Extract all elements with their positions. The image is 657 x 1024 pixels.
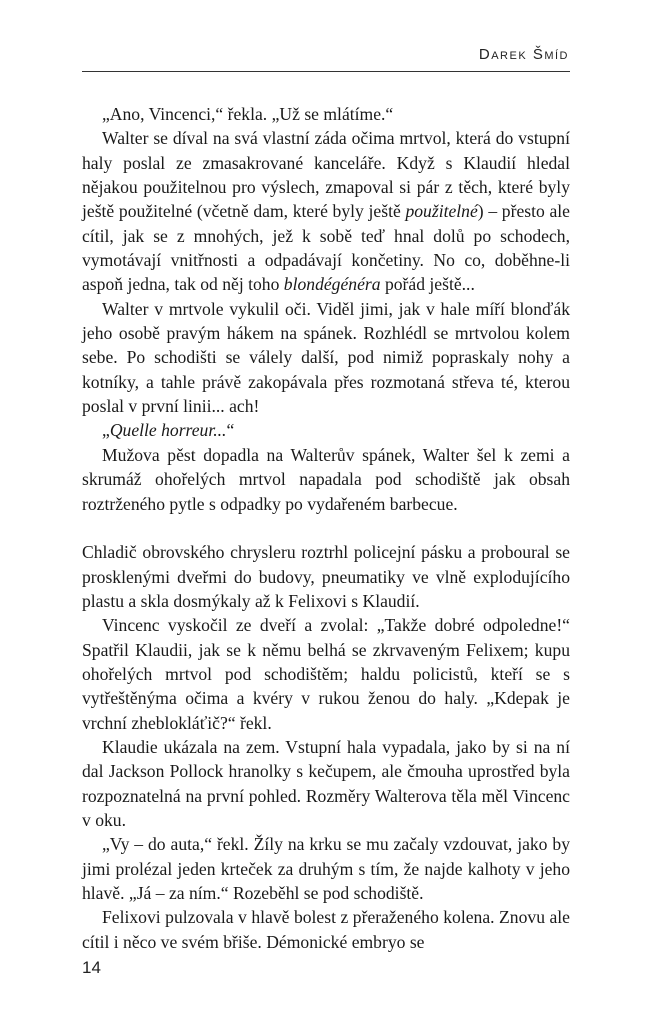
paragraph [82,102,570,126]
paragraph [82,735,570,832]
italic-text: použitelné [405,201,478,222]
header-rule [82,71,570,72]
paragraph [82,540,570,613]
text-run: Vincenc vyskočil ze dveří a zvolal: „Takže dobré odpoledne!“ Spatřil Klaudii, jak se k němu belhá se zkrvaveným Felixem; kupu ohořelých mrtvol pod schodištěm; haldu policistů, kteří se s vytřeštěnýma očima a kvéry v rukou ženou do haly. „Kdepak je vrchní zheblokláťič?“ řekl. [82,615,570,733]
text-run: „ [102,420,110,441]
text-run: Walter se díval na svá vlastní záda očima mrtvol, která do vstupní haly poslal ze zmasakrované kanceláře. Když s Klaudií hledal nějakou použitelnou pro výslech, zmapoval si pár z těch, které byly ještě použitelné (včetně dam, které byly ještě [82,128,570,222]
text-run: Chladič obrovského chrysleru roztrhl policejní pásku a proboural se prosklenými dveřmi do budovy, pneumatiky ve vlně explodujícího plastu a skla dosmýkaly až k Felixovi s Klaudií. [82,542,570,611]
page-number: 14 [82,958,101,977]
paragraph [82,905,570,954]
text-run: Walter v mrtvole vykulil oči. Viděl jimi, jak v hale míří blonďák jeho osobě pravým hákem na spánek. Rozhlédl se mrtvolou kolem sebe. Po schodišti se válely další, pod nimiž popraskaly nohy a kotníky, a tahle právě zakopávala přes rozmotaná střeva té, kterou poslal v první linii... ach! [82,298,570,417]
italic-text: Quelle horreur... [109,420,227,441]
text-run: pořád ještě... [380,274,475,295]
paragraph [82,443,570,516]
text-run: ) – přesto ale cítil, jak se z mnohých, jež k sobě teď hnal dolů po schodech, vymotávají vnitřnosti a odpadávají končetiny. No co, doběhne-li aspoň jedna, tak od něj toho [82,201,570,295]
running-head-author: Darek Šmíd [478,46,569,63]
paragraph [82,297,570,419]
paragraph [82,126,570,296]
text-run: „Ano, Vincenci,“ řekla. „Už se mlátíme.“ [102,104,394,124]
paragraph [82,832,570,905]
text-run: „Vy – do auta,“ řekl. Žíly na krku se mu začaly vzdouvat, jako by jimi prolézal jeden krteček za druhým s tím, že najde kalhoty v jeho hlavě. „Já – za ním.“ Rozeběhl se pod schodiště. [82,834,570,903]
text-run: Mužova pěst dopadla na Walterův spánek, Walter šel k zemi a skrumáž ohořelých mrtvol napadala pod schodiště jak obsah roztrženého pytle s odpadky po vydařeném barbecue. [82,444,570,514]
paragraph [82,418,570,442]
paragraph [82,613,570,735]
body-text [82,102,570,954]
text-run: “ [226,420,235,441]
text-run: Felixovi pulzovala v hlavě bolest z přeraženého kolena. Znovu ale cítil i něco ve svém břiše. Démonické embryo se [82,907,570,952]
italic-text: blondégénéra [283,274,381,295]
text-run: Klaudie ukázala na zem. Vstupní hala vypadala, jako by si na ní dal Jackson Pollock hranolky s kečupem, ale čmouha uprostřed byla rozpoznatelná na první pohled. Rozměry Walterova těla měl Vincenc v oku. [82,736,570,830]
